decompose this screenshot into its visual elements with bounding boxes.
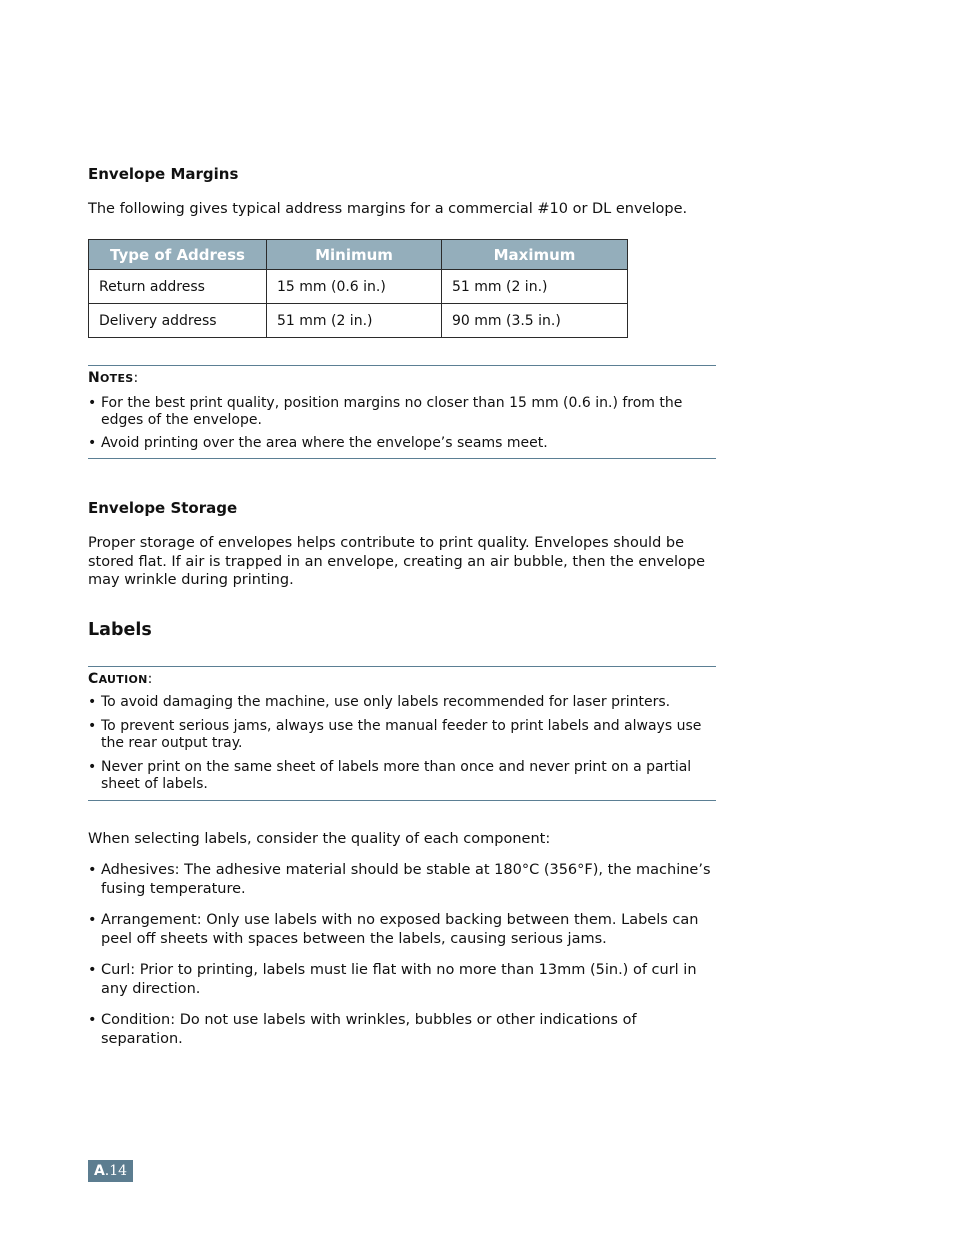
caution-top-rule <box>88 666 716 667</box>
table-row <box>89 270 628 304</box>
caution-label: CAUTION: <box>88 671 153 687</box>
column-header-minimum: Minimum <box>267 240 442 270</box>
list-item: • To avoid damaging the machine, use only labels recommended for laser printers. <box>88 694 716 711</box>
labels-component-list <box>88 861 716 1048</box>
envelope-margins-intro: The following gives typical address margins for a commercial #10 or DL envelope. <box>88 201 688 217</box>
table-cell: 15 mm (0.6 in.) <box>267 270 442 304</box>
envelope-margins-heading: Envelope Margins <box>88 165 239 183</box>
list-item: • Never print on the same sheet of labels more than once and never print on a partial sheet of labels. <box>88 759 716 793</box>
table-cell: Return address <box>89 270 267 304</box>
list-item: • Arrangement: Only use labels with no exposed backing between them. Labels can peel off sheets with spaces between the labels, causing serious jams. <box>88 911 716 948</box>
caution-bottom-rule <box>88 800 716 801</box>
envelope-storage-body: Proper storage of envelopes helps contribute to print quality. Envelopes should be stored flat. If air is trapped in an envelope, creating an air bubble, then the envelope may wrinkle during printing. <box>88 535 706 588</box>
notes-bottom-rule <box>88 458 716 459</box>
table-cell: 90 mm (3.5 in.) <box>442 304 628 338</box>
caution-list <box>88 694 716 793</box>
page-number: .14 <box>104 1163 128 1179</box>
table-header-row <box>89 240 628 270</box>
table-cell: Delivery address <box>89 304 267 338</box>
labels-heading: Labels <box>88 620 152 640</box>
column-header-maximum: Maximum <box>442 240 628 270</box>
list-item: • Curl: Prior to printing, labels must lie flat with no more than 13mm (5in.) of curl in any direction. <box>88 961 716 998</box>
page-number-tab <box>88 1160 133 1182</box>
list-item: • Adhesives: The adhesive material should be stable at 180°C (356°F), the machine’s fusing temperature. <box>88 861 716 898</box>
notes-label: NOTES: <box>88 370 139 386</box>
table-row <box>89 304 628 338</box>
table-cell: 51 mm (2 in.) <box>442 270 628 304</box>
list-item: • For the best print quality, position margins no closer than 15 mm (0.6 in.) from the edges of the envelope. <box>88 395 716 429</box>
notes-top-rule <box>88 365 716 366</box>
list-item: • Condition: Do not use labels with wrinkles, bubbles or other indications of separation. <box>88 1011 716 1048</box>
address-margins-table <box>88 239 628 338</box>
list-item: • To prevent serious jams, always use the manual feeder to print labels and always use the rear output tray. <box>88 718 716 752</box>
list-item: • Avoid printing over the area where the envelope’s seams meet. <box>88 435 716 452</box>
table-cell: 51 mm (2 in.) <box>267 304 442 338</box>
labels-intro: When selecting labels, consider the quality of each component: <box>88 831 551 847</box>
section-letter: A <box>93 1163 105 1179</box>
envelope-storage-heading: Envelope Storage <box>88 499 238 517</box>
notes-list <box>88 395 716 452</box>
column-header-type: Type of Address <box>89 240 267 270</box>
